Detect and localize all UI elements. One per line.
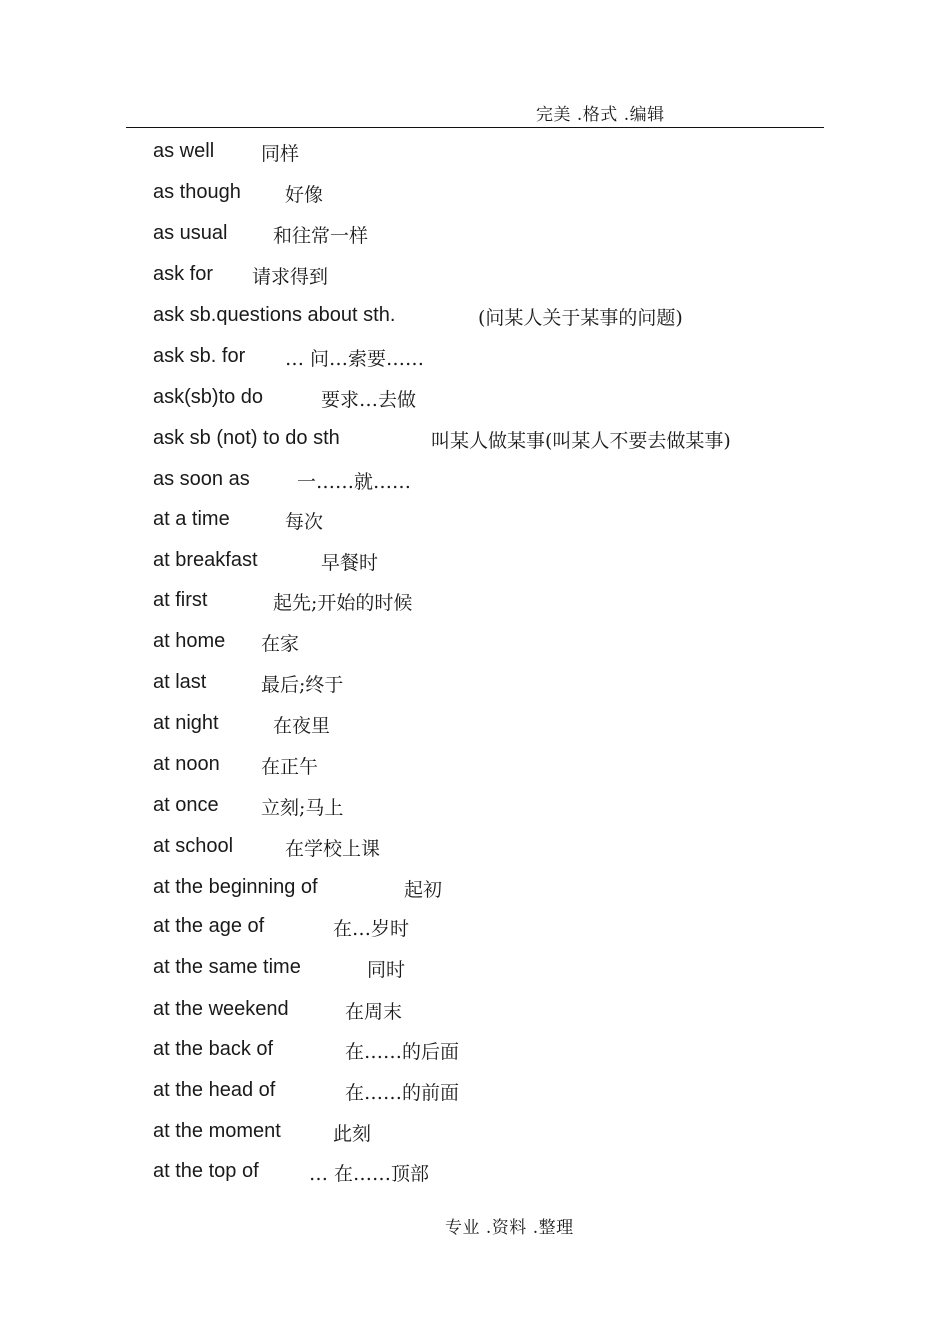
phrase-chinese: 早餐时 xyxy=(321,552,379,574)
page-footer-text: 专业 .资料 .整理 xyxy=(445,1218,574,1238)
phrase-chinese: 请求得到 xyxy=(252,266,329,288)
phrase-english: at first xyxy=(153,589,208,611)
phrase-english: ask sb.questions about sth. xyxy=(153,304,396,326)
phrase-english: at night xyxy=(153,712,219,734)
phrase-chinese: 起初 xyxy=(404,879,443,901)
phrase-row xyxy=(0,386,950,416)
phrase-row xyxy=(0,1120,950,1150)
phrase-row xyxy=(0,345,950,375)
phrase-row xyxy=(0,998,950,1028)
phrase-chinese: 在……的前面 xyxy=(345,1082,460,1104)
phrase-chinese: 在夜里 xyxy=(273,715,331,737)
phrase-row xyxy=(0,549,950,579)
phrase-chinese: 一……就…… xyxy=(297,471,412,493)
phrase-chinese: (问某人关于某事的问题) xyxy=(478,307,683,329)
phrase-english: at home xyxy=(153,630,226,652)
phrase-chinese: 在家 xyxy=(261,633,300,655)
phrase-row xyxy=(0,1038,950,1068)
phrase-english: as well xyxy=(153,140,215,162)
phrase-english: ask(sb)to do xyxy=(153,386,264,408)
phrase-row xyxy=(0,630,950,660)
phrase-chinese: 此刻 xyxy=(333,1123,372,1145)
phrase-chinese: 立刻;马上 xyxy=(261,797,344,819)
phrase-chinese: 在正午 xyxy=(261,756,319,778)
phrase-english: at the top of xyxy=(153,1160,259,1182)
phrase-english: at the head of xyxy=(153,1079,276,1101)
phrase-english: at the moment xyxy=(153,1120,281,1142)
phrase-chinese: 叫某人做某事(叫某人不要去做某事) xyxy=(431,430,731,452)
phrase-chinese: 在周末 xyxy=(345,1001,403,1023)
phrase-row xyxy=(0,753,950,783)
phrase-chinese: 好像 xyxy=(285,184,324,206)
phrase-english: at school xyxy=(153,835,234,857)
phrase-chinese: 每次 xyxy=(285,511,324,533)
phrase-chinese: … 在……顶部 xyxy=(309,1163,430,1185)
phrase-chinese: … 问…索要…… xyxy=(285,348,425,370)
phrase-row xyxy=(0,181,950,211)
phrase-chinese: 在…岁时 xyxy=(333,918,410,940)
phrase-row xyxy=(0,589,950,619)
phrase-row xyxy=(0,671,950,701)
phrase-chinese: 同时 xyxy=(367,959,406,981)
phrase-english: as soon as xyxy=(153,468,250,490)
phrase-chinese: 在……的后面 xyxy=(345,1041,460,1063)
phrase-chinese: 最后;终于 xyxy=(261,674,344,696)
phrase-english: at the beginning of xyxy=(153,876,318,898)
phrase-row xyxy=(0,304,950,334)
phrase-english: as usual xyxy=(153,222,228,244)
phrase-english: at breakfast xyxy=(153,549,258,571)
phrase-row xyxy=(0,222,950,252)
phrase-row xyxy=(0,1160,950,1190)
phrase-english: ask for xyxy=(153,263,214,285)
phrase-chinese: 要求…去做 xyxy=(321,389,417,411)
phrase-row xyxy=(0,835,950,865)
phrase-row xyxy=(0,794,950,824)
phrase-english: at a time xyxy=(153,508,230,530)
phrase-english: ask sb. for xyxy=(153,345,246,367)
phrase-english: at the age of xyxy=(153,915,265,937)
phrase-english: as though xyxy=(153,181,241,203)
phrase-row xyxy=(0,468,950,498)
phrase-english: at the back of xyxy=(153,1038,274,1060)
phrase-row xyxy=(0,263,950,293)
phrase-english: at the weekend xyxy=(153,998,289,1020)
phrase-english: at the same time xyxy=(153,956,301,978)
phrase-english: at last xyxy=(153,671,207,693)
phrase-row xyxy=(0,1079,950,1109)
phrase-chinese: 同样 xyxy=(261,143,300,165)
phrase-row xyxy=(0,508,950,538)
phrase-row xyxy=(0,712,950,742)
page-header-text: 完美 .格式 .编辑 xyxy=(536,105,665,125)
phrase-chinese: 和往常一样 xyxy=(273,225,369,247)
phrase-row xyxy=(0,140,950,170)
phrase-chinese: 起先;开始的时候 xyxy=(273,592,413,614)
phrase-row xyxy=(0,915,950,945)
phrase-row xyxy=(0,956,950,986)
phrase-chinese: 在学校上课 xyxy=(285,838,381,860)
phrase-english: at once xyxy=(153,794,219,816)
phrase-english: ask sb (not) to do sth xyxy=(153,427,340,449)
phrase-english: at noon xyxy=(153,753,220,775)
phrase-row xyxy=(0,427,950,457)
phrase-row xyxy=(0,876,950,906)
